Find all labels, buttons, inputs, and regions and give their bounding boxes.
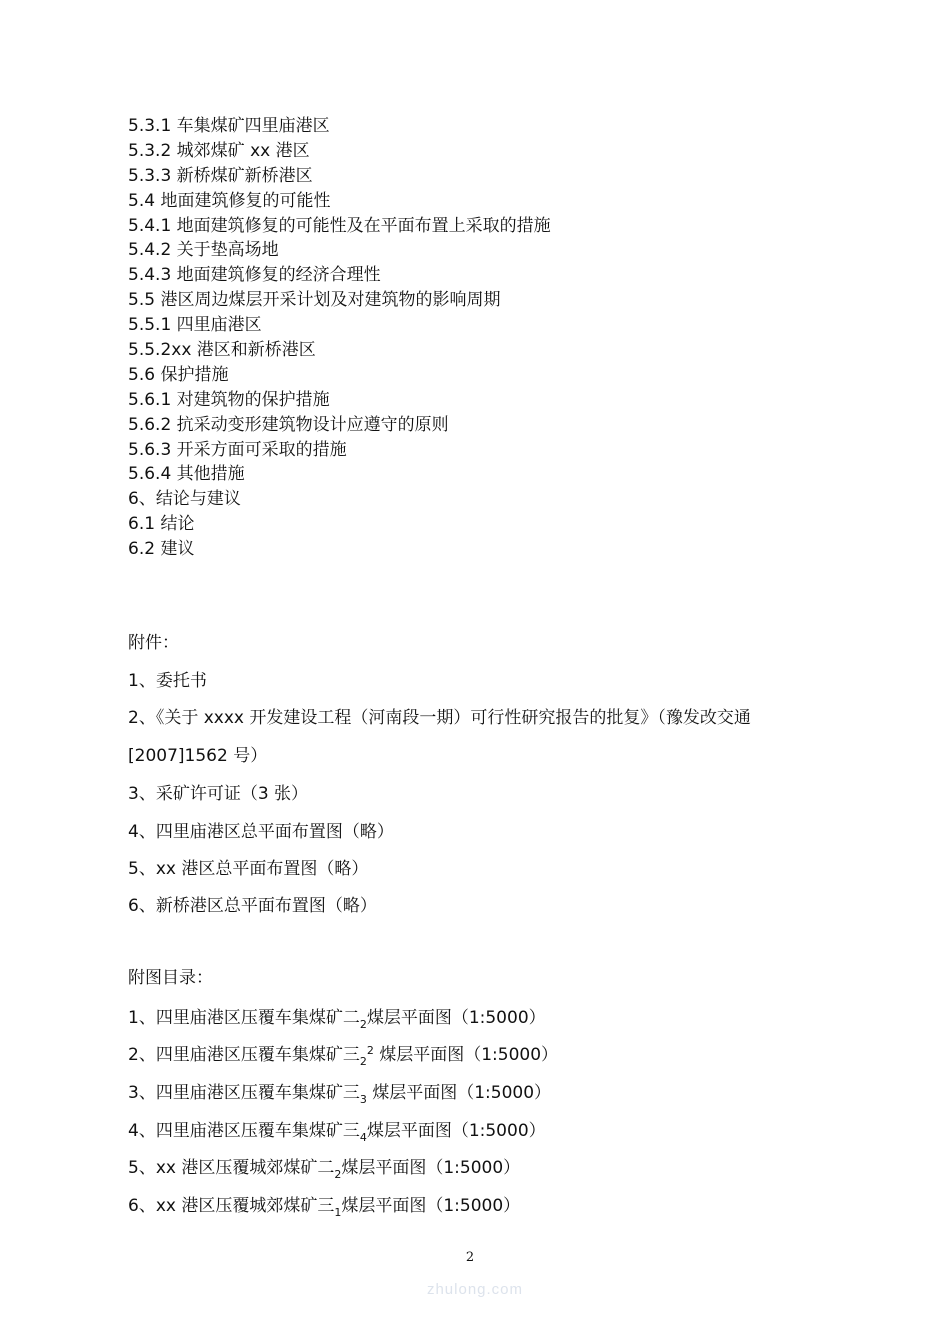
toc-line: 5.5 港区周边煤层开采计划及对建筑物的影响周期 bbox=[128, 290, 501, 311]
toc-line: 5.4.3 地面建筑修复的经济合理性 bbox=[128, 265, 381, 286]
figure-item: 1、四里庙港区压覆车集煤矿二$_2$煤层平面图（1:5000） bbox=[128, 1008, 546, 1031]
figure-item: 2、四里庙港区压覆车集煤矿三$_2^2$ 煤层平面图（1:5000） bbox=[128, 1044, 559, 1068]
toc-line: 5.3.1 车集煤矿四里庙港区 bbox=[128, 116, 330, 136]
toc-line: 6、结论与建议 bbox=[128, 489, 241, 510]
toc-line: 5.4.1 地面建筑修复的可能性及在平面布置上采取的措施 bbox=[128, 215, 551, 236]
figure-item: 3、四里庙港区压覆车集煤矿三$_3$ 煤层平面图（1:5000） bbox=[128, 1083, 552, 1106]
toc-line: 5.6 保护措施 bbox=[128, 364, 229, 385]
attachment-item: 5、xx 港区总平面布置图（略） bbox=[128, 859, 369, 879]
figure-item: 6、xx 港区压覆城郊煤矿三$_1$煤层平面图（1:5000） bbox=[128, 1196, 521, 1219]
figure-item: 4、四里庙港区压覆车集煤矿三$_4$煤层平面图（1:5000） bbox=[128, 1121, 546, 1144]
page-number: 2 bbox=[465, 1250, 475, 1265]
attachment-item: 4、四里庙港区总平面布置图（略） bbox=[128, 822, 394, 842]
toc-line: 5.5.1 四里庙港区 bbox=[128, 315, 262, 336]
figure-item: 5、xx 港区压覆城郊煤矿二$_2$煤层平面图（1:5000） bbox=[128, 1158, 521, 1181]
figures-heading: 附图目录： bbox=[128, 968, 213, 988]
attachment-item: 3、采矿许可证（3 张） bbox=[128, 784, 309, 804]
toc-line: 5.6.1 对建筑物的保护措施 bbox=[128, 389, 330, 410]
toc-line: 5.6.3 开采方面可采取的措施 bbox=[128, 439, 347, 460]
watermark: zhulong.com bbox=[426, 1281, 524, 1298]
toc-line: 5.4 地面建筑修复的可能性 bbox=[128, 190, 331, 211]
toc-line: 6.2 建议 bbox=[128, 539, 195, 560]
toc-line: 5.3.3 新桥煤矿新桥港区 bbox=[128, 165, 313, 186]
attachment-item: 1、委托书 bbox=[128, 671, 207, 691]
toc-line: 6.1 结论 bbox=[128, 514, 195, 535]
toc-line: 5.5.2xx 港区和新桥港区 bbox=[128, 340, 316, 361]
toc-line: 5.6.4 其他措施 bbox=[128, 464, 245, 485]
attachment-item: 6、新桥港区总平面布置图（略） bbox=[128, 896, 377, 916]
attachment-item: [2007]1562 号） bbox=[128, 746, 268, 766]
toc-line: 5.6.2 抗采动变形建筑物设计应遵守的原则 bbox=[128, 414, 449, 435]
toc-line: 5.4.2 关于垫高场地 bbox=[128, 240, 279, 261]
table-of-contents bbox=[128, 114, 551, 562]
toc-line: 5.3.2 城郊煤矿 xx 港区 bbox=[128, 140, 310, 161]
attachment-item: 2、《关于 xxxx 开发建设工程（河南段一期）可行性研究报告的批复》（豫发改交通 bbox=[128, 708, 751, 728]
attachments-heading: 附件： bbox=[128, 633, 179, 653]
